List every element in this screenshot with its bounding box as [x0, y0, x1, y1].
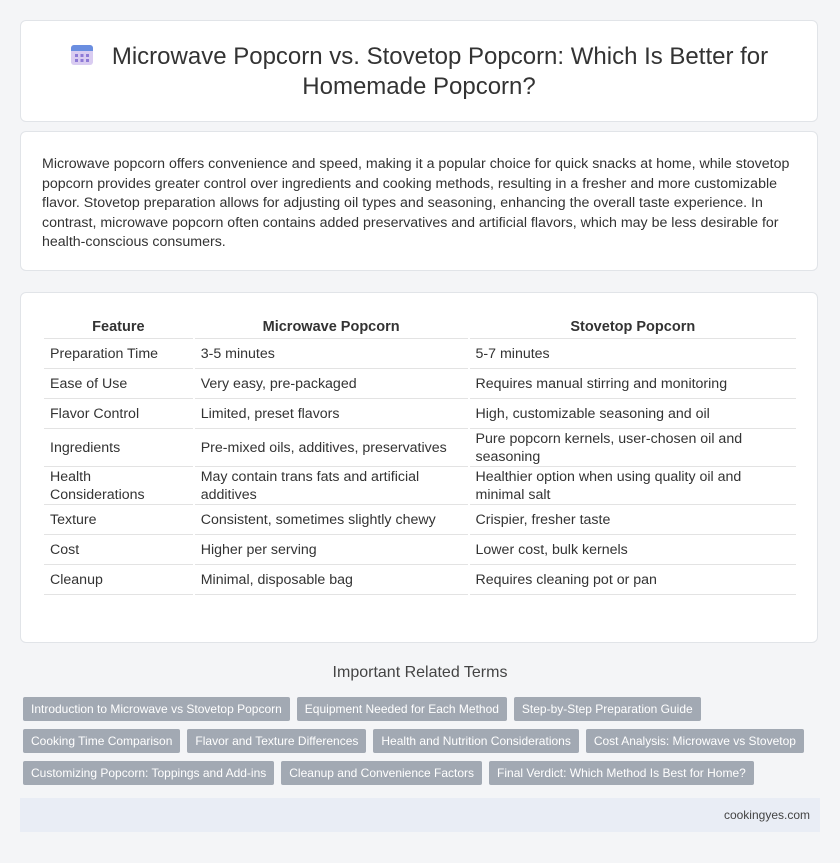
related-term-tag[interactable]: Cost Analysis: Microwave vs Stovetop [586, 729, 804, 753]
table-cell: 3-5 minutes [195, 339, 468, 369]
footer-site-link[interactable]: cookingyes.com [723, 808, 810, 822]
table-cell: Cost [44, 535, 193, 565]
related-term-tag[interactable]: Final Verdict: Which Method Is Best for Home? [489, 761, 754, 785]
comparison-table-card [20, 292, 818, 643]
table-header-row [44, 313, 796, 339]
tag-row [23, 729, 823, 753]
related-term-tag[interactable]: Health and Nutrition Considerations [373, 729, 578, 753]
table-cell: Lower cost, bulk kernels [470, 535, 796, 565]
page-title [21, 42, 817, 102]
table-row [44, 535, 796, 565]
table-row [44, 565, 796, 595]
table-cell: Flavor Control [44, 399, 193, 429]
table-cell: Pure popcorn kernels, user-chosen oil and seasoning [470, 429, 796, 467]
table-cell: Limited, preset flavors [195, 399, 468, 429]
calendar-icon [70, 42, 94, 66]
table-cell: Consistent, sometimes slightly chewy [195, 505, 468, 535]
table-cell: Very easy, pre-packaged [195, 369, 468, 399]
page-title-text: Microwave Popcorn vs. Stovetop Popcorn: Which Is Better for Homemade Popcorn? [111, 43, 769, 100]
comparison-table [42, 313, 798, 595]
table-cell: Preparation Time [44, 339, 193, 369]
related-terms-title: Important Related Terms [332, 664, 508, 681]
table-cell: Ingredients [44, 429, 193, 467]
related-terms-tags [23, 697, 823, 793]
table-cell: Pre-mixed oils, additives, preservatives [195, 429, 468, 467]
column-header-feature: Feature [44, 313, 193, 339]
intro-card [20, 131, 818, 271]
intro-paragraph: Microwave popcorn offers convenience and speed, making it a popular choice for quick snacks at home, while stovetop popcorn provides greater control over ingredients and cooking methods, resulting in a fresher and more customizable flavor. Stovetop preparation allows for adjusting oil types and seasoning, enhancing the overall taste experience. In contrast, microwave popcorn often contains added preservatives and artificial flavors, which may be less desirable for health-conscious consumers. [42, 156, 790, 251]
table-cell: 5-7 minutes [470, 339, 796, 369]
table-cell: Crispier, fresher taste [470, 505, 796, 535]
table-row [44, 399, 796, 429]
table-cell: High, customizable seasoning and oil [470, 399, 796, 429]
table-cell: Minimal, disposable bag [195, 565, 468, 595]
table-row [44, 429, 796, 467]
title-card [20, 20, 818, 122]
tag-row [23, 761, 823, 785]
related-term-tag[interactable]: Flavor and Texture Differences [187, 729, 366, 753]
table-cell: Requires cleaning pot or pan [470, 565, 796, 595]
related-term-tag[interactable]: Step-by-Step Preparation Guide [514, 697, 701, 721]
related-term-tag[interactable]: Introduction to Microwave vs Stovetop Popcorn [23, 697, 290, 721]
footer [20, 798, 820, 832]
table-row [44, 369, 796, 399]
related-term-tag[interactable]: Customizing Popcorn: Toppings and Add-ins [23, 761, 274, 785]
related-term-tag[interactable]: Equipment Needed for Each Method [297, 697, 507, 721]
table-cell: Texture [44, 505, 193, 535]
table-cell: Health Considerations [44, 467, 193, 505]
related-term-tag[interactable]: Cooking Time Comparison [23, 729, 180, 753]
table-cell: Healthier option when using quality oil and minimal salt [470, 467, 796, 505]
tag-row [23, 697, 823, 721]
column-header-microwave: Microwave Popcorn [195, 313, 468, 339]
table-cell: Cleanup [44, 565, 193, 595]
table-cell: Higher per serving [195, 535, 468, 565]
table-cell: Requires manual stirring and monitoring [470, 369, 796, 399]
related-term-tag[interactable]: Cleanup and Convenience Factors [281, 761, 482, 785]
table-cell: May contain trans fats and artificial additives [195, 467, 468, 505]
table-row [44, 339, 796, 369]
table-row [44, 505, 796, 535]
column-header-stovetop: Stovetop Popcorn [470, 313, 796, 339]
table-cell: Ease of Use [44, 369, 193, 399]
table-row [44, 467, 796, 505]
